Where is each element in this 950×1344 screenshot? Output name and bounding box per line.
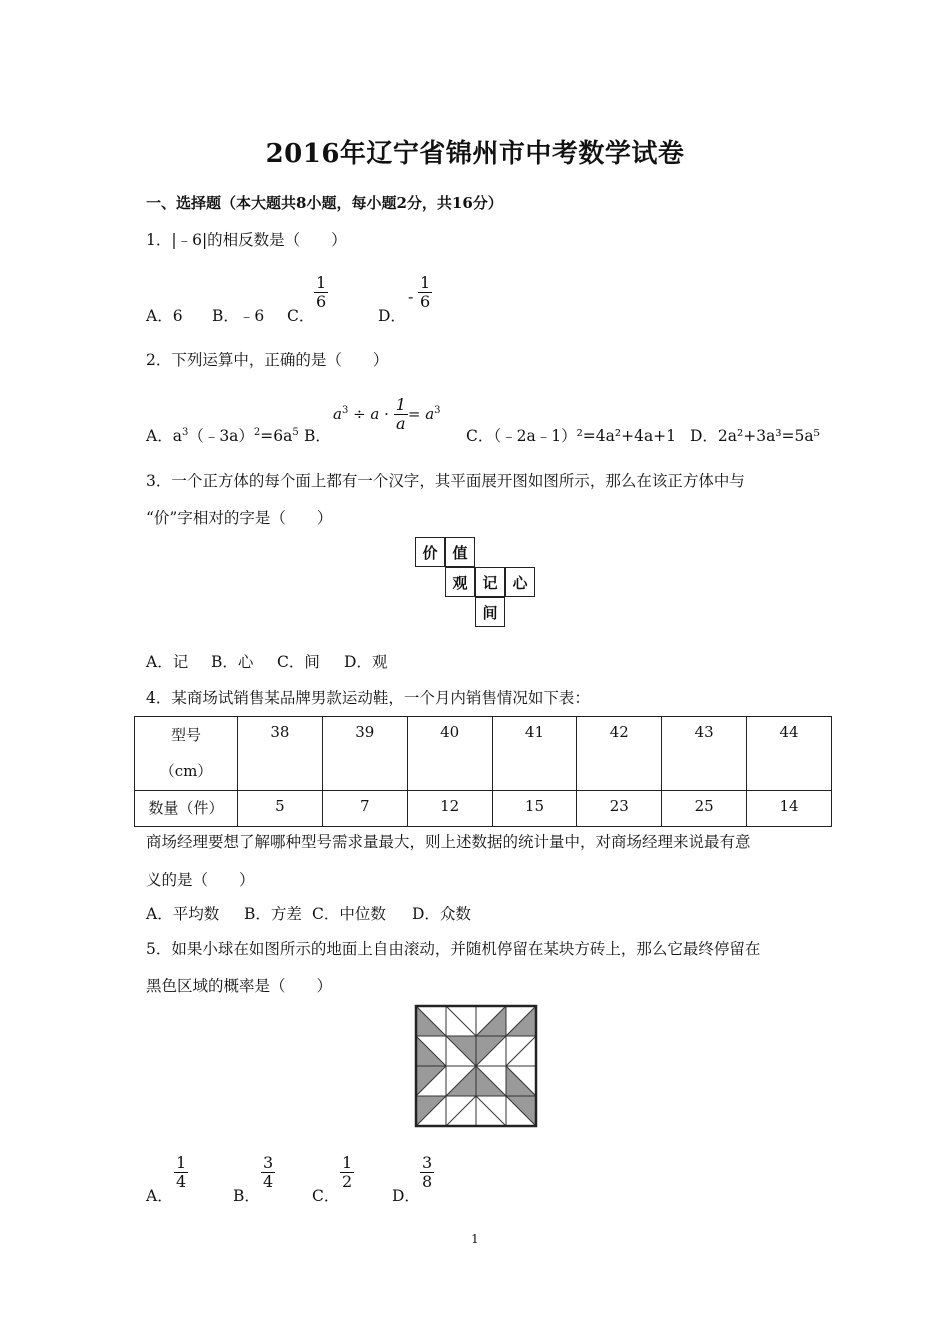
net-cell-ji: 记: [475, 567, 505, 597]
fraction-denominator: 6: [316, 292, 327, 312]
table-cell: 40: [407, 717, 492, 791]
question-3-stem-line1: 3．一个正方体的每个面上都有一个汉字，其平面展开图如图所示，那么在该正方体中与: [146, 472, 745, 490]
q1-option-b: B．﹣6: [212, 307, 265, 325]
table-row-sizes: [135, 717, 832, 791]
q1-option-c-fraction: [314, 274, 328, 312]
q4-option-a: A．平均数: [146, 905, 220, 923]
tile-diagonal: [476, 1096, 506, 1126]
tile-diagonal: [446, 1096, 476, 1126]
table-header-size: 型号 （cm）: [135, 717, 238, 791]
table-cell: 7: [322, 791, 407, 827]
question-5-stem-line2: 黑色区域的概率是（ ）: [146, 977, 333, 995]
table-cell: 43: [662, 717, 747, 791]
question-5-stem-line1: 5．如果小球在如图所示的地面上自由滚动，并随机停留在某块方砖上，那么它最终停留在: [146, 940, 761, 958]
q1-option-d-fraction: [418, 274, 432, 312]
q3-option-b: B．心: [211, 653, 254, 671]
table-cell: 39: [322, 717, 407, 791]
q5-option-b: B．: [233, 1187, 260, 1205]
q2-option-b: B．: [304, 427, 331, 445]
tile-diagonal: [446, 1006, 476, 1036]
q2-option-c: C．（﹣2a﹣1）²=4a²+4a+1: [466, 427, 677, 445]
q3-option-c: C．间: [277, 653, 320, 671]
q5-option-a-fraction: $\frac{1}{4}$: [176, 1153, 187, 1192]
net-cell-jia: 价: [415, 537, 445, 567]
question-4-followup-line1: 商场经理要想了解哪种型号需求量最大，则上述数据的统计量中，对商场经理来说最有意: [146, 833, 751, 851]
q4-option-c: C．中位数: [312, 905, 386, 923]
q4-option-b: B．方差: [244, 905, 302, 923]
table-cell: 44: [747, 717, 832, 791]
page-number: 1: [471, 1232, 479, 1246]
tile-diagonal: [506, 1036, 536, 1066]
net-cell-jian: 间: [475, 597, 505, 627]
q1-option-c: C．: [287, 307, 315, 325]
q1-option-d-minus: -: [408, 287, 414, 306]
table-cell: 41: [492, 717, 577, 791]
question-4-followup-line2: 义的是（ ）: [146, 871, 255, 889]
table-header-count: 数量（件）: [135, 791, 238, 827]
q2-option-d: D．2a²+3a³=5a⁵: [690, 427, 820, 445]
net-cell-zhi: 值: [445, 537, 475, 567]
table-cell: 42: [577, 717, 662, 791]
question-3-stem-line2: “价”字相对的字是（ ）: [146, 509, 333, 527]
tile-grid: [416, 1006, 536, 1126]
table-cell: 5: [238, 791, 323, 827]
table-cell: 25: [662, 791, 747, 827]
table-cell: 12: [407, 791, 492, 827]
question-1-stem: 1．|﹣6|的相反数是（ ）: [146, 231, 347, 249]
table-cell: 14: [747, 791, 832, 827]
q5-option-b-fraction: $\frac{3}{4}$: [263, 1153, 274, 1192]
table-cell: 23: [577, 791, 662, 827]
net-cell-xin: 心: [505, 567, 535, 597]
question-4-stem: 4．某商场试销售某品牌男款运动鞋，一个月内销售情况如下表：: [146, 689, 590, 707]
section-heading: 一、选择题（本大题共8小题，每小题2分，共16分）: [146, 194, 503, 212]
table-cell: 38: [238, 717, 323, 791]
q3-option-d: D．观: [344, 653, 388, 671]
table-cell: 15: [492, 791, 577, 827]
sales-table: [134, 716, 832, 827]
page-title: 2016年辽宁省锦州市中考数学试卷: [265, 139, 685, 169]
fraction-numerator: 1: [316, 273, 327, 292]
q5-option-c: C．: [312, 1187, 340, 1205]
q5-option-a: A．: [146, 1187, 173, 1205]
table-row-counts: [135, 791, 832, 827]
net-cell-guan: 观: [445, 567, 475, 597]
q4-option-d: D．众数: [412, 905, 471, 923]
q5-option-c-fraction: $\frac{1}{2}$: [342, 1153, 353, 1192]
q1-option-a: A．6: [146, 307, 183, 325]
q2-option-b-expression: $a^3 \div a$ · $\frac{1}{a}$ = $a^3$: [333, 395, 441, 434]
q5-option-d: D．: [392, 1187, 420, 1205]
question-2-stem: 2．下列运算中，正确的是（ ）: [146, 351, 389, 369]
tile-floor-figure: [414, 1004, 538, 1128]
q2-option-a: A．$a^3(﹣3a)^2=6a^5$: [146, 426, 299, 445]
fraction-numerator: 1: [420, 273, 431, 292]
fraction-denominator: 6: [420, 292, 431, 312]
q1-option-d: D．: [378, 307, 406, 325]
q5-option-d-fraction: $\frac{3}{8}$: [422, 1153, 433, 1192]
q3-option-a: A．记: [146, 653, 189, 671]
